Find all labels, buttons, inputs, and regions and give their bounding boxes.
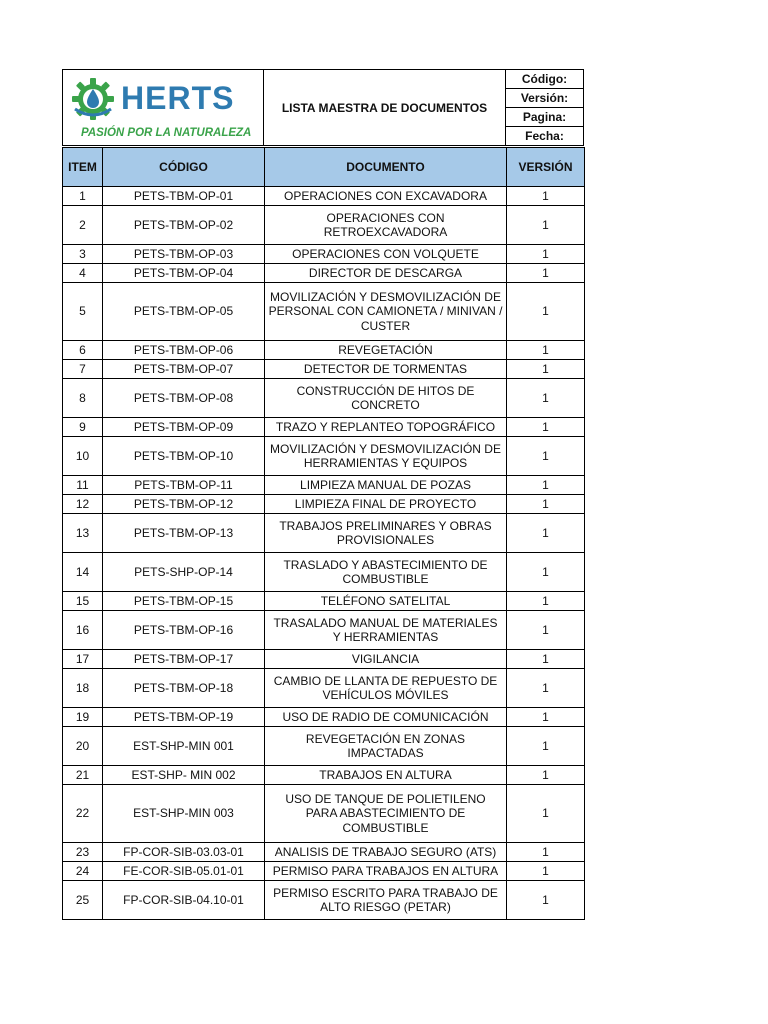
cell-code: PETS-SHP-OP-14 <box>103 553 265 592</box>
cell-document: REVEGETACIÓN <box>265 341 507 360</box>
cell-item: 23 <box>63 843 103 862</box>
cell-item: 8 <box>63 379 103 418</box>
table-row <box>63 283 585 341</box>
cell-code: PETS-TBM-OP-05 <box>103 283 265 341</box>
cell-item: 7 <box>63 360 103 379</box>
cell-item: 3 <box>63 245 103 264</box>
cell-code: PETS-TBM-OP-04 <box>103 264 265 283</box>
cell-code: PETS-TBM-OP-12 <box>103 495 265 514</box>
cell-version: 1 <box>507 708 585 727</box>
cell-code: FP-COR-SIB-04.10-01 <box>103 881 265 920</box>
table-row <box>63 553 585 592</box>
cell-document: USO DE TANQUE DE POLIETILENO PARA ABASTECIMIENTO DE COMBUSTIBLE <box>265 785 507 843</box>
column-header-version: VERSIÓN <box>507 148 585 187</box>
cell-document: TELÉFONO SATELITAL <box>265 592 507 611</box>
gear-droplet-logo-icon <box>69 75 117 123</box>
cell-item: 16 <box>63 611 103 650</box>
cell-version: 1 <box>507 611 585 650</box>
cell-version: 1 <box>507 514 585 553</box>
cell-version: 1 <box>507 766 585 785</box>
table-row <box>63 669 585 708</box>
table-row <box>63 785 585 843</box>
document-header <box>62 69 584 146</box>
cell-document: CONSTRUCCIÓN DE HITOS DE CONCRETO <box>265 379 507 418</box>
cell-document: PERMISO ESCRITO PARA TRABAJO DE ALTO RIESGO (PETAR) <box>265 881 507 920</box>
logo-text: HERTS <box>121 80 235 116</box>
cell-document: OPERACIONES CON RETROEXCAVADORA <box>265 206 507 245</box>
cell-item: 10 <box>63 437 103 476</box>
documents-table <box>62 147 585 920</box>
column-header-item: ITEM <box>63 148 103 187</box>
cell-document: DETECTOR DE TORMENTAS <box>265 360 507 379</box>
cell-item: 18 <box>63 669 103 708</box>
cell-item: 20 <box>63 727 103 766</box>
cell-code: PETS-TBM-OP-08 <box>103 379 265 418</box>
table-row <box>63 862 585 881</box>
meta-label-version: Versión: <box>506 89 584 108</box>
cell-version: 1 <box>507 283 585 341</box>
cell-document: TRABAJOS EN ALTURA <box>265 766 507 785</box>
cell-version: 1 <box>507 495 585 514</box>
cell-item: 6 <box>63 341 103 360</box>
cell-document: REVEGETACIÓN EN ZONAS IMPACTADAS <box>265 727 507 766</box>
cell-code: FE-COR-SIB-05.01-01 <box>103 862 265 881</box>
table-row <box>63 245 585 264</box>
cell-item: 2 <box>63 206 103 245</box>
cell-document: TRASLADO Y ABASTECIMIENTO DE COMBUSTIBLE <box>265 553 507 592</box>
cell-code: PETS-TBM-OP-03 <box>103 245 265 264</box>
cell-document: CAMBIO DE LLANTA DE REPUESTO DE VEHÍCULOS MÓVILES <box>265 669 507 708</box>
cell-code: FP-COR-SIB-03.03-01 <box>103 843 265 862</box>
cell-document: MOVILIZACIÓN Y DESMOVILIZACIÓN DE HERRAMIENTAS Y EQUIPOS <box>265 437 507 476</box>
table-row <box>63 206 585 245</box>
table-row <box>63 514 585 553</box>
cell-version: 1 <box>507 592 585 611</box>
cell-version: 1 <box>507 245 585 264</box>
cell-document: OPERACIONES CON EXCAVADORA <box>265 187 507 206</box>
meta-label-page: Pagina: <box>506 108 584 127</box>
table-row <box>63 437 585 476</box>
cell-document: TRABAJOS PRELIMINARES Y OBRAS PROVISIONALES <box>265 514 507 553</box>
cell-document: TRAZO Y REPLANTEO TOPOGRÁFICO <box>265 418 507 437</box>
cell-document: TRASALADO MANUAL DE MATERIALES Y HERRAMIENTAS <box>265 611 507 650</box>
cell-code: PETS-TBM-OP-09 <box>103 418 265 437</box>
cell-item: 12 <box>63 495 103 514</box>
cell-item: 1 <box>63 187 103 206</box>
table-row <box>63 592 585 611</box>
table-row <box>63 843 585 862</box>
table-row <box>63 379 585 418</box>
logo-cell <box>63 70 264 146</box>
cell-code: PETS-TBM-OP-19 <box>103 708 265 727</box>
cell-item: 21 <box>63 766 103 785</box>
cell-code: PETS-TBM-OP-02 <box>103 206 265 245</box>
cell-version: 1 <box>507 843 585 862</box>
logo-tagline: PASIÓN POR LA NATURALEZA <box>81 127 252 139</box>
table-row <box>63 727 585 766</box>
table-row <box>63 360 585 379</box>
cell-version: 1 <box>507 650 585 669</box>
cell-version: 1 <box>507 360 585 379</box>
cell-document: PERMISO PARA TRABAJOS EN ALTURA <box>265 862 507 881</box>
cell-code: PETS-TBM-OP-06 <box>103 341 265 360</box>
cell-document: USO DE RADIO DE COMUNICACIÓN <box>265 708 507 727</box>
table-row <box>63 264 585 283</box>
cell-item: 25 <box>63 881 103 920</box>
table-row <box>63 418 585 437</box>
table-row <box>63 766 585 785</box>
table-row <box>63 611 585 650</box>
column-header-code: CÓDIGO <box>103 148 265 187</box>
cell-version: 1 <box>507 418 585 437</box>
meta-label-code: Código: <box>506 70 584 89</box>
cell-code: PETS-TBM-OP-13 <box>103 514 265 553</box>
cell-item: 11 <box>63 476 103 495</box>
cell-version: 1 <box>507 437 585 476</box>
table-row <box>63 476 585 495</box>
cell-version: 1 <box>507 379 585 418</box>
cell-document: LIMPIEZA MANUAL DE POZAS <box>265 476 507 495</box>
cell-item: 5 <box>63 283 103 341</box>
table-row <box>63 650 585 669</box>
cell-document: DIRECTOR DE DESCARGA <box>265 264 507 283</box>
cell-item: 24 <box>63 862 103 881</box>
cell-version: 1 <box>507 187 585 206</box>
cell-version: 1 <box>507 727 585 766</box>
cell-version: 1 <box>507 785 585 843</box>
cell-item: 9 <box>63 418 103 437</box>
cell-version: 1 <box>507 862 585 881</box>
table-row <box>63 881 585 920</box>
cell-version: 1 <box>507 881 585 920</box>
cell-version: 1 <box>507 264 585 283</box>
cell-code: EST-SHP-MIN 003 <box>103 785 265 843</box>
cell-code: PETS-TBM-OP-10 <box>103 437 265 476</box>
cell-item: 22 <box>63 785 103 843</box>
cell-item: 17 <box>63 650 103 669</box>
cell-document: ANALISIS DE TRABAJO SEGURO (ATS) <box>265 843 507 862</box>
table-row <box>63 708 585 727</box>
cell-code: PETS-TBM-OP-01 <box>103 187 265 206</box>
cell-item: 4 <box>63 264 103 283</box>
cell-code: PETS-TBM-OP-15 <box>103 592 265 611</box>
cell-version: 1 <box>507 553 585 592</box>
document-title: LISTA MAESTRA DE DOCUMENTOS <box>264 70 506 146</box>
cell-version: 1 <box>507 669 585 708</box>
table-body <box>63 187 585 920</box>
cell-version: 1 <box>507 206 585 245</box>
cell-code: EST-SHP- MIN 002 <box>103 766 265 785</box>
cell-code: PETS-TBM-OP-17 <box>103 650 265 669</box>
cell-version: 1 <box>507 476 585 495</box>
table-header-row <box>63 148 585 187</box>
table-row <box>63 495 585 514</box>
cell-code: EST-SHP-MIN 001 <box>103 727 265 766</box>
cell-document: VIGILANCIA <box>265 650 507 669</box>
cell-code: PETS-TBM-OP-16 <box>103 611 265 650</box>
table-row <box>63 187 585 206</box>
cell-code: PETS-TBM-OP-11 <box>103 476 265 495</box>
cell-document: LIMPIEZA FINAL DE PROYECTO <box>265 495 507 514</box>
column-header-document: DOCUMENTO <box>265 148 507 187</box>
cell-code: PETS-TBM-OP-07 <box>103 360 265 379</box>
cell-item: 14 <box>63 553 103 592</box>
cell-version: 1 <box>507 341 585 360</box>
cell-item: 15 <box>63 592 103 611</box>
cell-code: PETS-TBM-OP-18 <box>103 669 265 708</box>
cell-item: 13 <box>63 514 103 553</box>
cell-document: OPERACIONES CON VOLQUETE <box>265 245 507 264</box>
cell-item: 19 <box>63 708 103 727</box>
table-row <box>63 341 585 360</box>
cell-document: MOVILIZACIÓN Y DESMOVILIZACIÓN DE PERSONAL CON CAMIONETA / MINIVAN / CUSTER <box>265 283 507 341</box>
meta-label-date: Fecha: <box>506 127 584 146</box>
